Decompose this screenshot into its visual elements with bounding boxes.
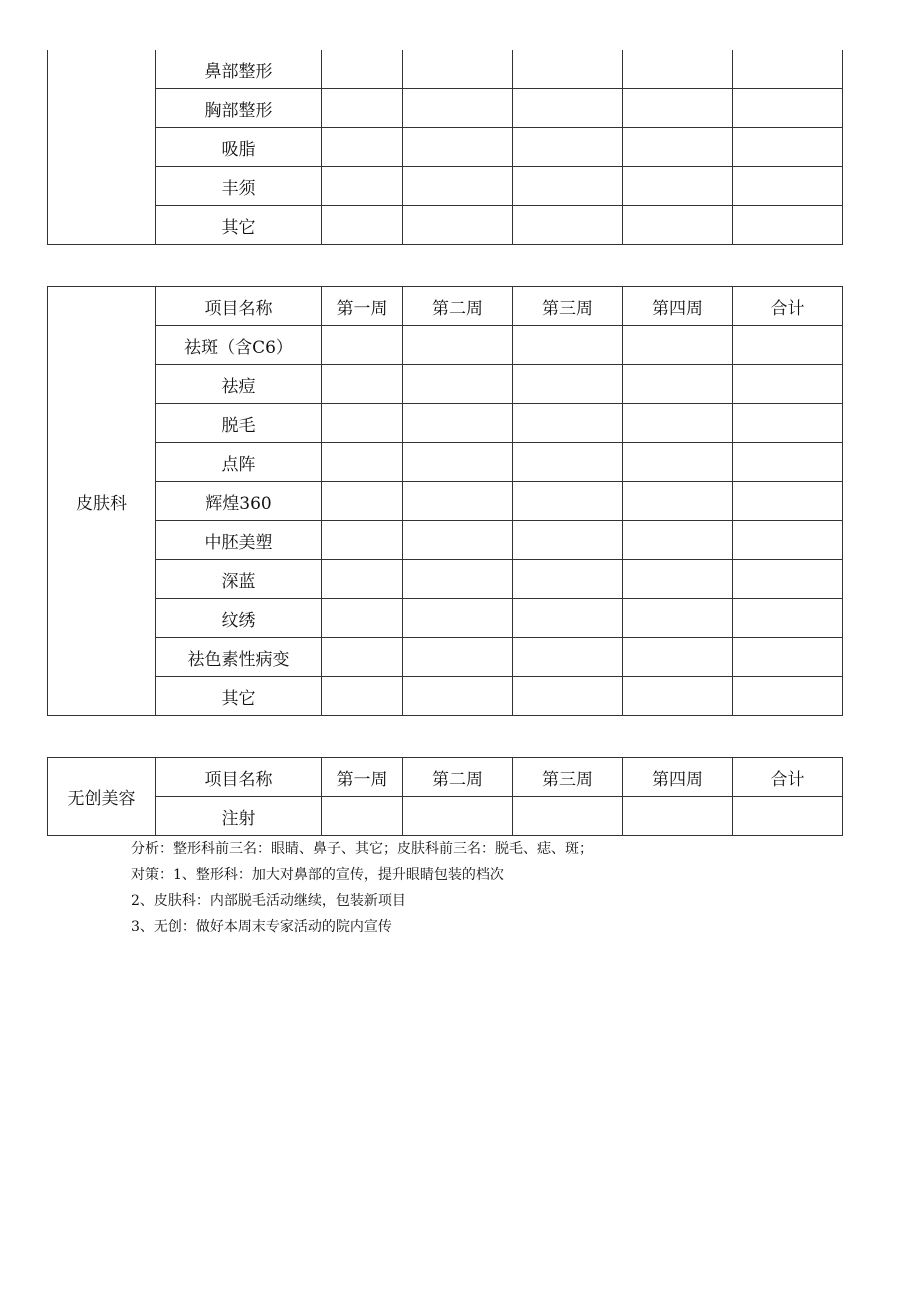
strategy-line-1: 对策：1、整形科：加大对鼻部的宣传，提升眼睛包装的档次 bbox=[131, 867, 504, 883]
header-week-1: 第一周 bbox=[322, 287, 403, 326]
category-cell: 皮肤科 bbox=[48, 287, 156, 716]
item-name-cell: 注射 bbox=[156, 797, 322, 836]
item-name-cell: 吸脂 bbox=[156, 128, 322, 167]
item-name-cell: 其它 bbox=[156, 206, 322, 245]
table-row bbox=[48, 404, 843, 443]
table-row bbox=[48, 365, 843, 404]
noninvasive-table bbox=[47, 757, 843, 836]
table-row bbox=[48, 599, 843, 638]
header-row bbox=[48, 287, 843, 326]
table-row bbox=[48, 677, 843, 716]
table-row bbox=[48, 50, 843, 89]
item-name-cell: 祛斑（含C6） bbox=[156, 326, 322, 365]
item-name-cell: 点阵 bbox=[156, 443, 322, 482]
analysis-line: 分析：整形科前三名：眼睛、鼻子、其它；皮肤科前三名：脱毛、痣、斑； bbox=[131, 841, 593, 857]
category-cell bbox=[48, 50, 156, 245]
item-name-cell: 辉煌360 bbox=[156, 482, 322, 521]
table-row bbox=[48, 167, 843, 206]
table-row bbox=[48, 482, 843, 521]
header-total: 合计 bbox=[733, 758, 843, 797]
table-row bbox=[48, 443, 843, 482]
plastic-surgery-table bbox=[47, 50, 843, 245]
header-week-2: 第二周 bbox=[403, 287, 513, 326]
table-row bbox=[48, 89, 843, 128]
item-name-cell: 丰须 bbox=[156, 167, 322, 206]
table-row bbox=[48, 128, 843, 167]
table-row bbox=[48, 326, 843, 365]
analysis-notes bbox=[131, 836, 593, 940]
strategy-line-3: 3、无创：做好本周末专家活动的院内宣传 bbox=[131, 919, 392, 935]
header-week-1: 第一周 bbox=[322, 758, 403, 797]
item-name-cell: 中胚美塑 bbox=[156, 521, 322, 560]
header-week-3: 第三周 bbox=[513, 287, 623, 326]
header-week-2: 第二周 bbox=[403, 758, 513, 797]
table-row bbox=[48, 560, 843, 599]
header-week-3: 第三周 bbox=[513, 758, 623, 797]
header-week-4: 第四周 bbox=[623, 758, 733, 797]
header-total: 合计 bbox=[733, 287, 843, 326]
table-row bbox=[48, 206, 843, 245]
item-name-cell: 深蓝 bbox=[156, 560, 322, 599]
item-name-cell: 胸部整形 bbox=[156, 89, 322, 128]
item-name-cell: 脱毛 bbox=[156, 404, 322, 443]
dermatology-table bbox=[47, 286, 843, 716]
table-row bbox=[48, 638, 843, 677]
header-week-4: 第四周 bbox=[623, 287, 733, 326]
item-name-cell: 祛色素性病变 bbox=[156, 638, 322, 677]
table-row bbox=[48, 521, 843, 560]
item-name-cell: 纹绣 bbox=[156, 599, 322, 638]
header-item-name: 项目名称 bbox=[156, 758, 322, 797]
category-cell: 无创美容 bbox=[48, 758, 156, 836]
strategy-line-2: 2、皮肤科：内部脱毛活动继续，包装新项目 bbox=[131, 893, 406, 909]
header-row bbox=[48, 758, 843, 797]
item-name-cell: 祛痘 bbox=[156, 365, 322, 404]
header-item-name: 项目名称 bbox=[156, 287, 322, 326]
item-name-cell: 鼻部整形 bbox=[156, 50, 322, 89]
item-name-cell: 其它 bbox=[156, 677, 322, 716]
table-row bbox=[48, 797, 843, 836]
